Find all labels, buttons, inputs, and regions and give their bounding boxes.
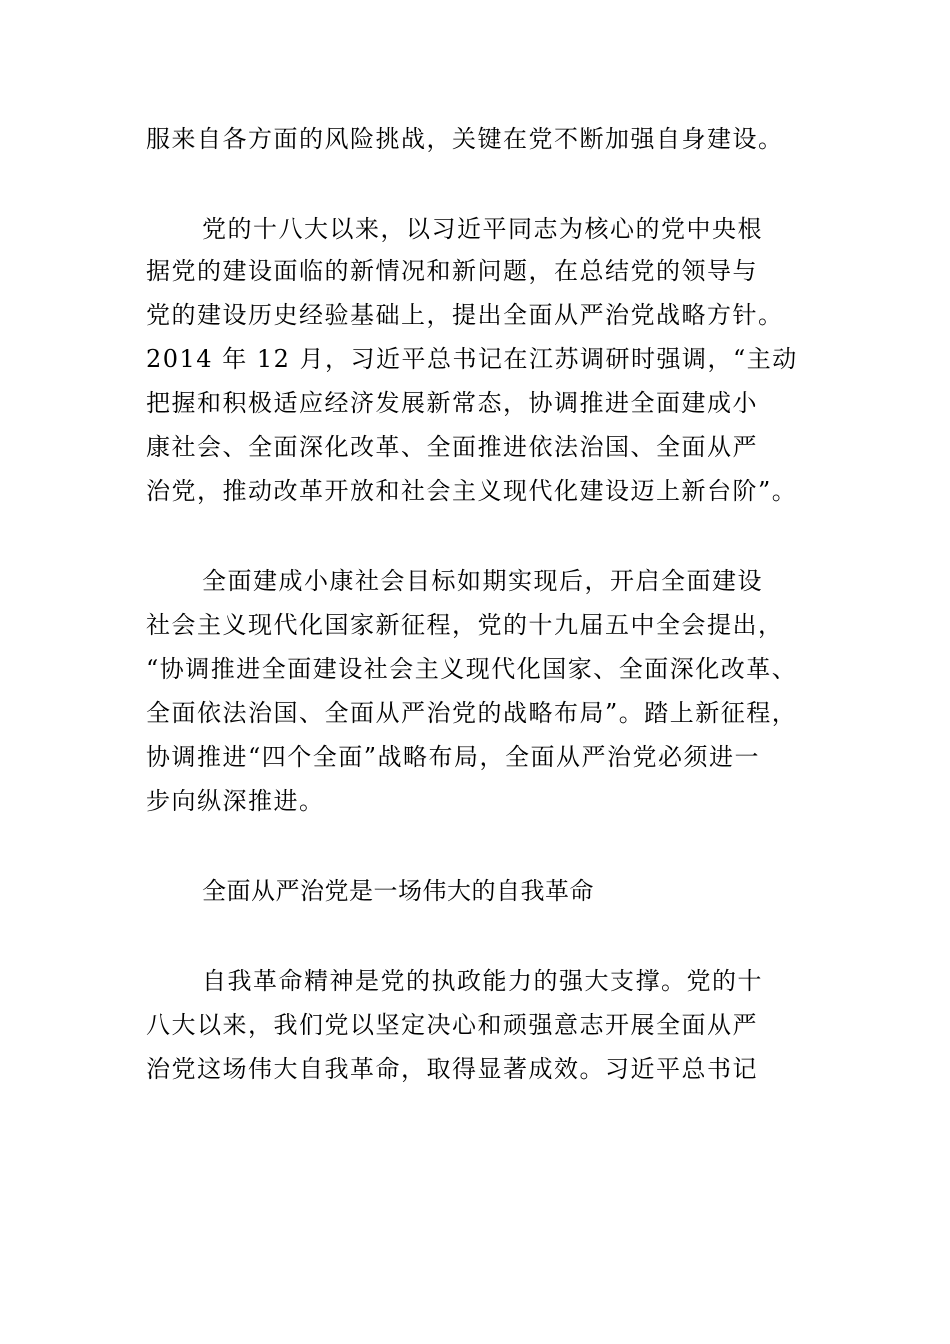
paragraph-2-line-6: 康社会、全面深化改革、全面推进依法治国、全面从严 <box>146 433 758 461</box>
paragraph-4-line-3: 治党这场伟大自我革命，取得显著成效。习近平总书记 <box>146 1055 758 1083</box>
paragraph-2-line-3: 党的建设历史经验基础上，提出全面从严治党战略方针。 <box>146 301 784 329</box>
paragraph-3-line-6: 步向纵深推进。 <box>146 787 325 815</box>
paragraph-2-line-7: 治党，推动改革开放和社会主义现代化建设迈上新台阶”。 <box>146 477 798 505</box>
paragraph-1-line-1: 服来自各方面的风险挑战，关键在党不断加强自身建设。 <box>146 125 784 153</box>
section-heading: 全面从严治党是一场伟大的自我革命 <box>202 877 594 905</box>
paragraph-2-line-2: 据党的建设面临的新情况和新问题，在总结党的领导与 <box>146 257 758 285</box>
paragraph-3-line-2: 社会主义现代化国家新征程，党的十九届五中全会提出， <box>146 611 784 639</box>
paragraph-3-line-5: 协调推进“四个全面”战略布局，全面从严治党必须进一 <box>146 743 761 771</box>
paragraph-3-line-4: 全面依法治国、全面从严治党的战略布局”。踏上新征程， <box>146 699 798 727</box>
paragraph-4-line-2: 八大以来，我们党以坚定决心和顽强意志开展全面从严 <box>146 1011 758 1039</box>
paragraph-3-line-1: 全面建成小康社会目标如期实现后，开启全面建设 <box>202 567 763 595</box>
paragraph-3-line-3: “协调推进全面建设社会主义现代化国家、全面深化改革、 <box>146 655 798 683</box>
paragraph-2-line-1: 党的十八大以来，以习近平同志为核心的党中央根 <box>202 215 763 243</box>
paragraph-4-line-1: 自我革命精神是党的执政能力的强大支撑。党的十 <box>202 967 763 995</box>
paragraph-2-line-5: 把握和积极适应经济发展新常态，协调推进全面建成小 <box>146 389 758 417</box>
paragraph-2-line-4: 2014 年 12 月，习近平总书记在江苏调研时强调，“主动 <box>146 345 798 373</box>
